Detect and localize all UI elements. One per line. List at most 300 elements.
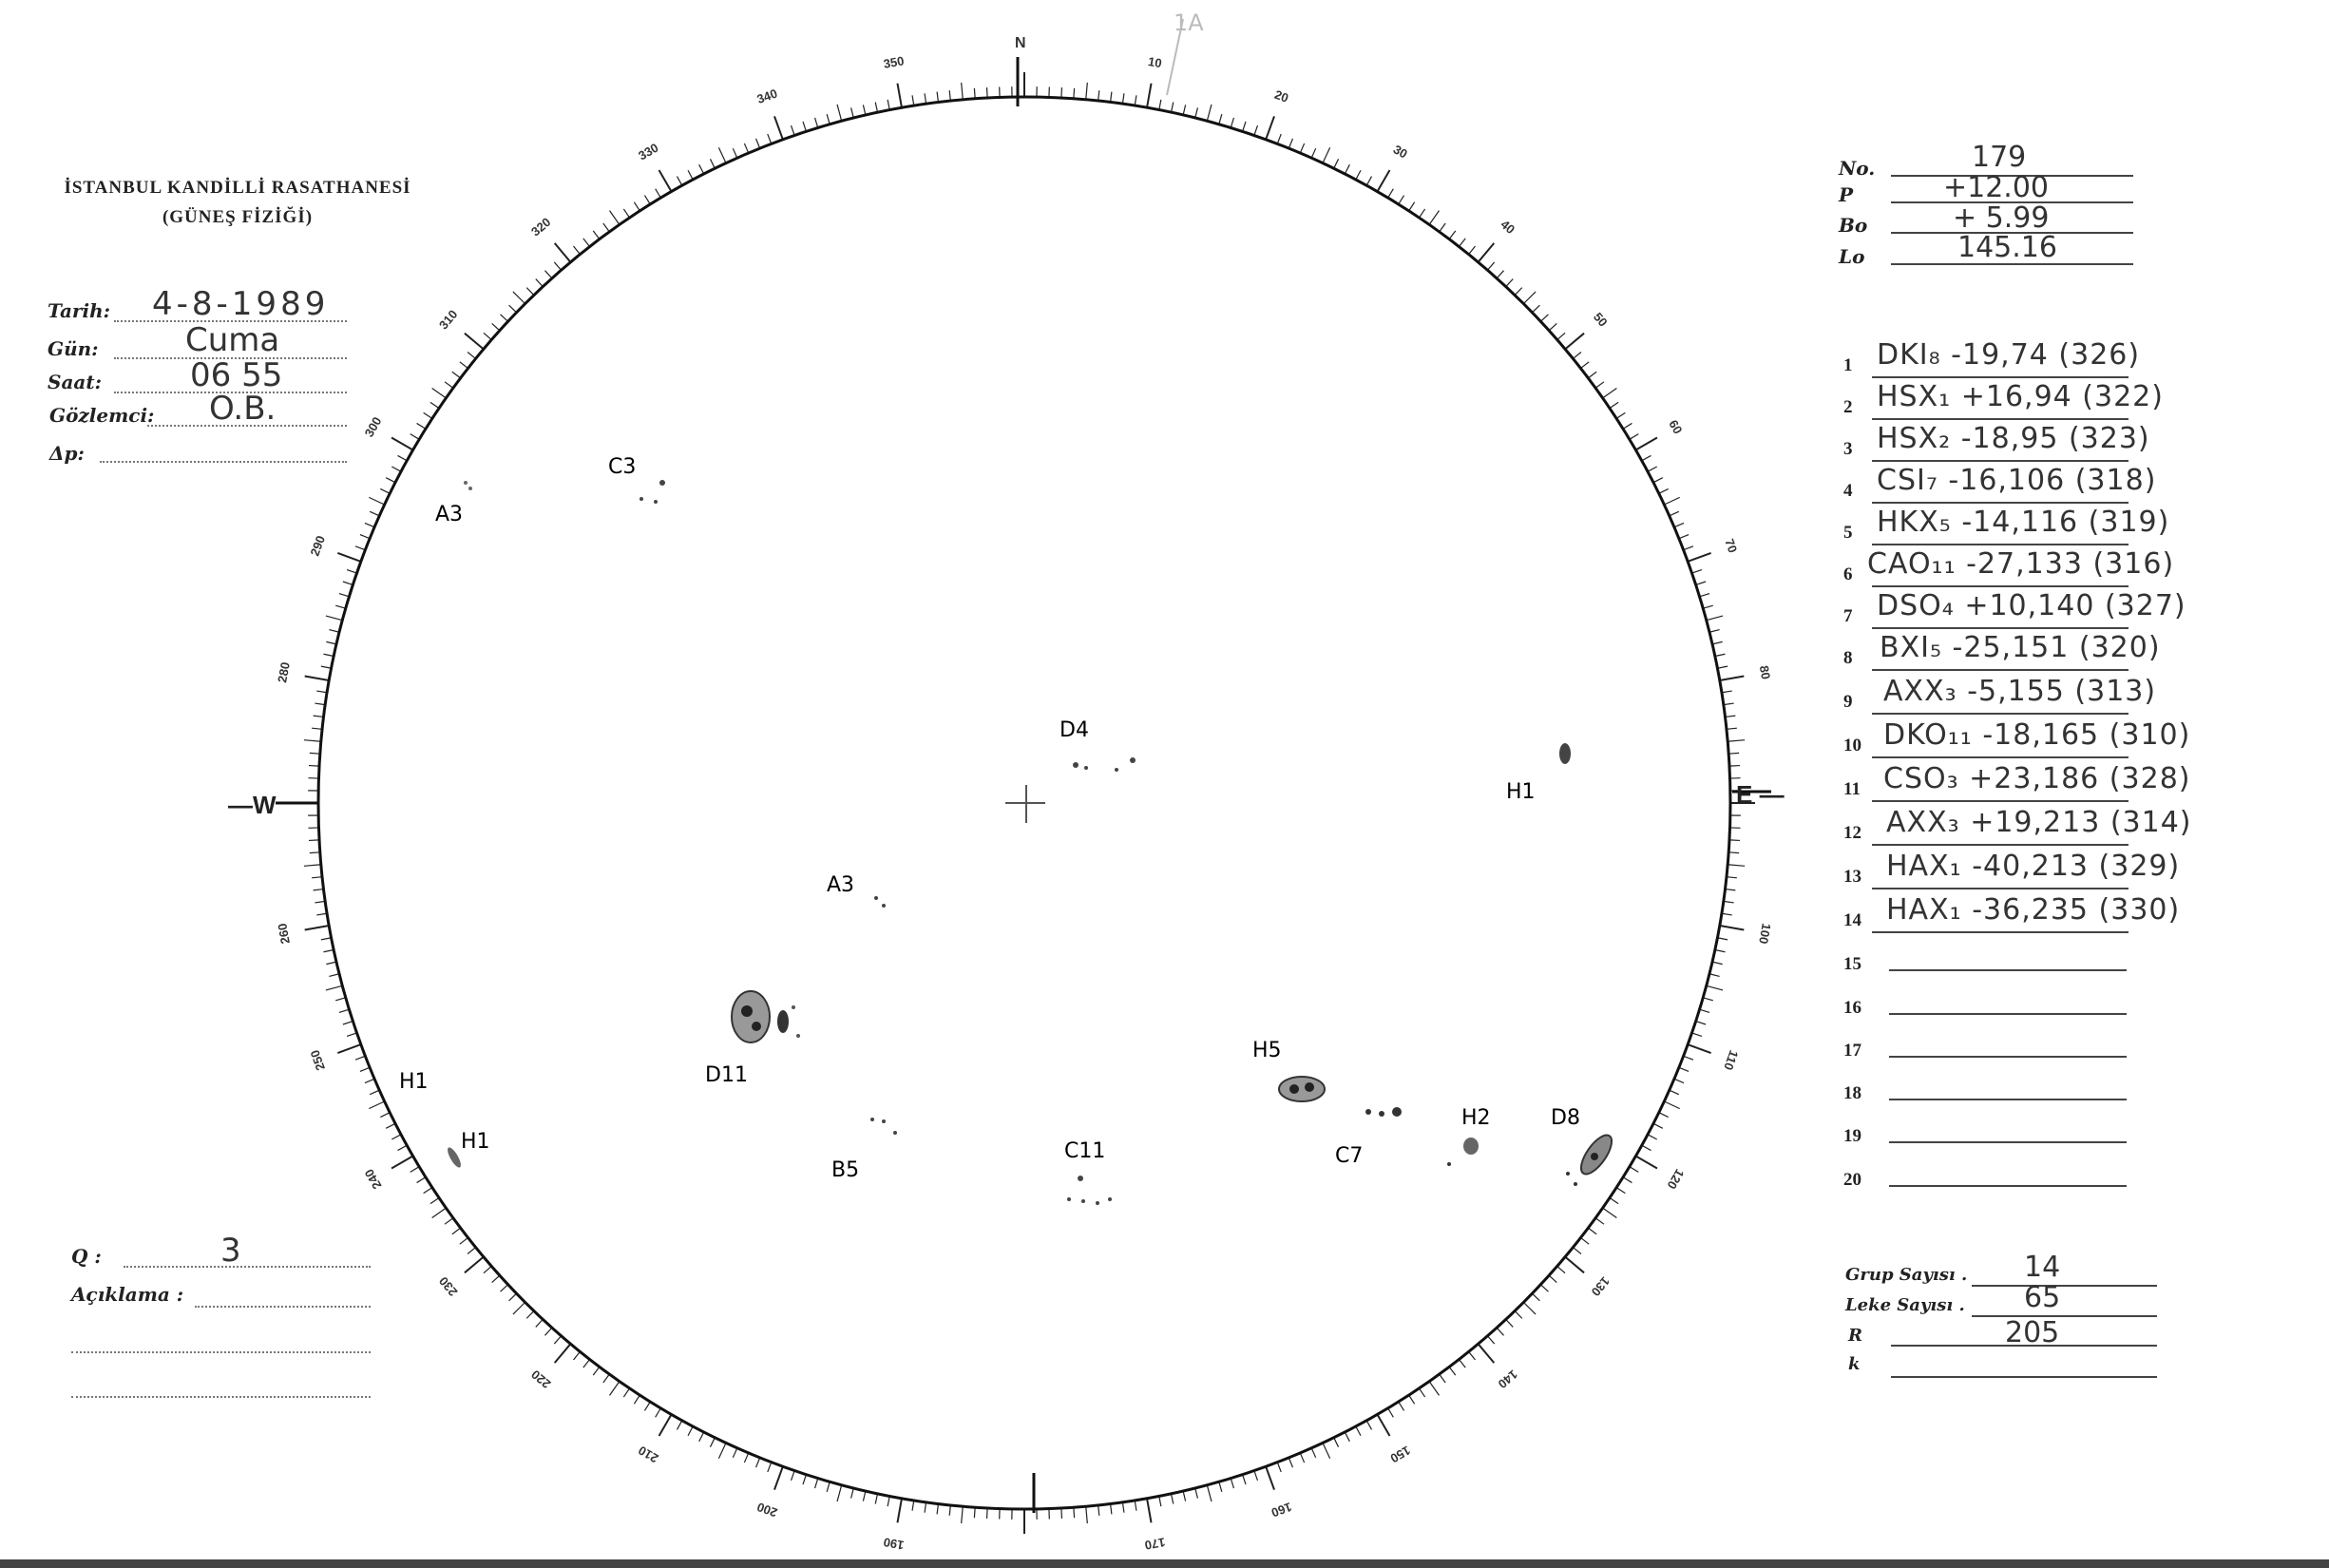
scale-tick: [430, 402, 439, 408]
sunspot-group-b5: [870, 1118, 897, 1135]
group-row-number: 14: [1843, 910, 1861, 930]
scale-tick: [1623, 1177, 1632, 1183]
scale-tick: [1086, 83, 1088, 100]
scale-tick: [756, 1458, 760, 1467]
scale-tick: [468, 352, 476, 358]
scale-degree-label: 150: [1387, 1443, 1413, 1466]
scale-tick: [623, 1388, 629, 1397]
scale-tick: [1684, 1056, 1693, 1060]
scale-degree-label: 170: [1143, 1535, 1167, 1553]
scale-tick: [1727, 877, 1737, 878]
scale-tick: [756, 139, 760, 148]
scale-tick: [501, 315, 508, 322]
scale-tick: [962, 1506, 964, 1523]
scale-tick: [1532, 305, 1539, 313]
scale-tick: [1653, 478, 1663, 483]
scale-tick: [1219, 114, 1222, 124]
scale-tick: [659, 170, 672, 192]
r-value: 205: [2005, 1316, 2060, 1349]
scale-tick: [1207, 1485, 1212, 1501]
scale-tick: [1728, 740, 1745, 742]
scale-tick: [305, 676, 330, 680]
gun-value: Cuma: [185, 321, 280, 359]
scale-tick: [1728, 865, 1745, 867]
scale-tick: [1409, 1395, 1415, 1404]
scale-tick: [1595, 1218, 1604, 1224]
scale-tick: [1334, 159, 1339, 168]
scale-tick: [1277, 134, 1281, 143]
scale-tick: [1610, 1197, 1618, 1203]
scale-tick: [718, 1443, 726, 1458]
scale-tick: [1111, 92, 1112, 103]
scale-tick: [1580, 362, 1589, 369]
group-row-number: 9: [1843, 692, 1853, 712]
scale-tick: [310, 852, 320, 853]
group-row-number: 7: [1843, 606, 1853, 626]
scale-tick: [912, 1501, 914, 1511]
scale-tick: [554, 1336, 561, 1344]
scale-tick: [347, 570, 356, 574]
scale-tick: [1692, 1033, 1702, 1037]
scale-tick: [1707, 616, 1723, 621]
scale-tick: [1469, 1351, 1476, 1360]
scale-tick: [1122, 93, 1124, 104]
grup-sayisi-value: 14: [2024, 1251, 2061, 1284]
scale-tick: [768, 1463, 772, 1472]
scale-tick: [1243, 1475, 1246, 1484]
scale-degree-label: 80: [1756, 664, 1774, 680]
group-row-number: 8: [1843, 648, 1853, 668]
group-row-text: DKI₈ -19,74 (326): [1877, 338, 2141, 372]
scale-tick: [369, 1101, 384, 1109]
scale-tick: [1659, 488, 1669, 493]
scale-tick: [1459, 239, 1465, 247]
scale-tick: [1696, 582, 1706, 584]
scale-tick: [1419, 1388, 1424, 1397]
scale-tick: [1729, 766, 1740, 767]
scale-tick: [370, 1090, 379, 1094]
scale-tick: [1670, 1090, 1679, 1094]
scale-tick: [1573, 1248, 1581, 1254]
scale-degree-label: 320: [528, 214, 554, 239]
scale-tick: [897, 84, 902, 108]
scale-tick: [315, 703, 325, 705]
scale-tick: [603, 1374, 609, 1383]
scale-tick: [492, 323, 500, 330]
scale-tick: [1700, 594, 1710, 597]
scale-tick: [452, 372, 461, 378]
scale-tick: [314, 716, 324, 717]
scale-tick: [634, 1395, 640, 1404]
scale-tick: [1219, 1482, 1222, 1492]
scale-tick: [803, 1475, 806, 1484]
scale-tick: [644, 196, 650, 204]
scale-tick: [501, 1285, 508, 1292]
scale-tick: [974, 1507, 975, 1518]
q-label: Q :: [71, 1245, 102, 1268]
sunspot-group-a3-center: [874, 896, 886, 908]
scale-tick: [974, 88, 975, 99]
scale-tick: [1616, 412, 1625, 418]
scale-tick: [323, 654, 334, 656]
scale-tick: [1135, 1501, 1136, 1511]
scale-tick: [768, 134, 772, 143]
sunspot-group-d4: [1073, 757, 1136, 772]
scale-tick: [1440, 223, 1445, 232]
aciklama-label: Açıklama :: [71, 1283, 184, 1306]
scale-tick: [343, 582, 353, 584]
group-row-text: HSX₁ +16,94 (322): [1877, 380, 2164, 413]
scale-degree-label: 250: [307, 1047, 328, 1073]
scale-tick: [445, 382, 453, 388]
scale-tick: [1409, 202, 1415, 211]
scale-tick: [1679, 535, 1689, 539]
scale-degree-label: 110: [1721, 1048, 1742, 1073]
scale-tick: [803, 122, 806, 131]
scale-tick: [526, 1310, 534, 1318]
scale-tick: [1703, 998, 1713, 1001]
scale-tick: [1506, 279, 1514, 287]
scale-tick: [1709, 630, 1720, 633]
scale-tick: [1429, 211, 1439, 225]
scale-tick: [1725, 889, 1735, 890]
group-row-number: 10: [1843, 736, 1861, 755]
scale-tick: [1515, 288, 1522, 296]
scale-tick: [987, 87, 988, 98]
scale-tick: [445, 1218, 453, 1224]
scale-tick: [1717, 666, 1728, 668]
scale-tick: [1497, 271, 1503, 278]
scale-tick: [1642, 455, 1651, 460]
scale-tick: [386, 1123, 395, 1128]
scale-tick: [1540, 1285, 1548, 1292]
scale-tick: [417, 423, 426, 429]
group-row-text: HKX₅ -14,116 (319): [1877, 506, 2170, 539]
lo-label: Lo: [1839, 245, 1865, 268]
scale-degree-label: 140: [1495, 1367, 1520, 1392]
scale-tick: [1523, 292, 1536, 304]
scale-tick: [610, 1382, 620, 1396]
scale-tick: [323, 949, 334, 951]
group-row-number: 5: [1843, 523, 1853, 543]
scale-tick: [1135, 95, 1136, 105]
scale-tick: [337, 553, 360, 562]
scale-tick: [1399, 1402, 1404, 1410]
sunspot-label: B5: [831, 1158, 860, 1182]
scale-tick: [1684, 546, 1693, 550]
scale-tick: [1674, 1079, 1684, 1082]
scale-tick: [326, 962, 336, 964]
sunspot-label: A3: [827, 873, 855, 897]
scale-tick: [1086, 1506, 1088, 1523]
scale-tick: [380, 1113, 390, 1118]
scale-tick: [1653, 1123, 1663, 1128]
east-label: E —: [1736, 780, 1785, 809]
sunspot-label: D8: [1551, 1106, 1580, 1130]
scale-tick: [430, 1197, 439, 1203]
scale-tick: [398, 455, 408, 460]
group-row-text: AXX₃ -5,155 (313): [1883, 675, 2157, 708]
scale-tick: [1565, 334, 1584, 350]
scale-tick: [677, 1421, 681, 1430]
scale-tick: [321, 938, 332, 940]
scale-tick: [1277, 1463, 1281, 1472]
gun-label: Gün:: [48, 337, 99, 360]
scale-tick: [912, 95, 914, 105]
group-row-text: HSX₂ -18,95 (323): [1877, 422, 2150, 455]
scale-tick: [1630, 434, 1638, 440]
scale-tick: [380, 488, 390, 493]
scale-tick: [1724, 703, 1734, 705]
scale-tick: [1098, 90, 1099, 101]
scale-tick: [659, 1414, 672, 1436]
group-row-number: 2: [1843, 397, 1853, 417]
scale-tick: [603, 223, 609, 232]
scale-tick: [1345, 164, 1349, 174]
scale-tick: [1366, 177, 1371, 186]
scale-tick: [1595, 382, 1604, 388]
scale-tick: [484, 333, 491, 339]
sunspot-group-h2: [1447, 1138, 1479, 1166]
scale-tick: [1419, 209, 1424, 218]
scale-tick: [710, 1438, 715, 1447]
scale-tick: [312, 728, 322, 729]
scale-tick: [1610, 402, 1618, 408]
scale-tick: [1506, 1319, 1514, 1327]
scale-tick: [1696, 1022, 1706, 1024]
group-row-number: 18: [1843, 1083, 1861, 1103]
scale-tick: [1549, 1275, 1556, 1282]
scale-tick: [593, 231, 600, 239]
scale-tick: [744, 143, 748, 153]
scale-tick: [339, 1009, 350, 1012]
scale-tick: [316, 691, 327, 693]
scale-tick: [1388, 189, 1394, 198]
scale-tick: [1728, 852, 1739, 853]
scale-tick: [925, 1502, 926, 1513]
scale-tick: [1630, 1167, 1638, 1173]
scale-tick: [1183, 105, 1185, 115]
scale-tick: [1159, 1496, 1161, 1506]
scale-tick: [321, 666, 332, 668]
scale-tick: [1345, 1432, 1349, 1442]
scale-tick: [1487, 262, 1494, 270]
scale-tick: [1449, 1367, 1456, 1375]
scale-tick: [360, 1067, 370, 1071]
scale-tick: [305, 926, 330, 930]
scale-tick: [593, 1367, 600, 1375]
scale-tick: [355, 1056, 365, 1060]
bo-value: + 5.99: [1953, 201, 2050, 235]
scale-tick: [1388, 1408, 1394, 1417]
north-label: N: [1015, 35, 1026, 51]
scale-tick: [492, 1275, 500, 1282]
scale-degree-label: 20: [1272, 86, 1291, 105]
scale-tick: [710, 159, 715, 168]
scale-tick: [370, 511, 379, 515]
q-value: 3: [220, 1232, 241, 1270]
scale-degree-label: 70: [1722, 536, 1741, 555]
scale-tick: [309, 840, 319, 841]
group-row-text: AXX₃ +19,213 (314): [1886, 806, 2192, 839]
scale-tick: [1722, 913, 1732, 915]
sunspot-label: C3: [608, 455, 637, 479]
group-row-number: 12: [1843, 823, 1861, 843]
scale-tick: [304, 740, 321, 742]
scale-tick: [304, 865, 321, 867]
scale-tick: [1565, 1257, 1584, 1273]
grup-sayisi-label: Grup Sayısı .: [1845, 1265, 1968, 1285]
scale-tick: [1715, 654, 1726, 656]
scale-tick: [623, 209, 629, 218]
scale-tick: [1399, 196, 1404, 204]
scale-tick: [1323, 147, 1330, 163]
scale-tick: [1616, 1188, 1625, 1194]
scale-degree-label: 30: [1390, 142, 1410, 162]
scale-tick: [774, 116, 783, 139]
scale-tick: [465, 334, 484, 350]
scale-tick: [644, 1402, 650, 1410]
scale-degree-label: 10: [1147, 53, 1163, 71]
scale-tick: [329, 974, 339, 977]
scale-degree-label: 60: [1666, 417, 1686, 437]
scale-tick: [326, 985, 342, 990]
sunspot-group-c3: [640, 480, 665, 504]
scale-tick: [1679, 1067, 1689, 1071]
scale-degree-label: 160: [1269, 1500, 1294, 1520]
scale-tick: [326, 616, 342, 621]
scale-degree-label: 280: [275, 660, 293, 684]
scale-tick: [1664, 497, 1679, 505]
scale-tick: [1728, 753, 1739, 754]
scale-tick: [875, 1494, 877, 1504]
scale-tick: [312, 877, 322, 878]
tarih-label: Tarih:: [48, 299, 110, 322]
scale-tick: [347, 1033, 356, 1037]
scale-tick: [460, 1237, 468, 1244]
sunspot-label: C7: [1335, 1144, 1364, 1168]
scale-tick: [391, 1157, 413, 1169]
scale-tick: [1523, 1302, 1536, 1314]
scale-tick: [544, 1328, 551, 1335]
scale-tick: [424, 412, 432, 418]
scale-tick: [1580, 1237, 1589, 1244]
scale-degree-label: 330: [636, 140, 661, 163]
scale-tick: [888, 100, 889, 110]
scale-tick: [1688, 553, 1710, 562]
scale-tick: [1266, 116, 1274, 139]
scale-tick: [310, 753, 320, 754]
scale-tick: [417, 1177, 426, 1183]
center-crosshair: [1005, 785, 1045, 823]
saat-value: 06 55: [190, 356, 283, 394]
group-row-number: 19: [1843, 1126, 1861, 1146]
no-value: 179: [1972, 141, 2027, 174]
sunspot-group-d11: [732, 991, 800, 1042]
scale-tick: [1378, 170, 1390, 192]
scale-tick: [1061, 87, 1062, 98]
leke-sayisi-value: 65: [2024, 1281, 2061, 1314]
scale-tick: [1061, 1508, 1062, 1519]
scale-tick: [656, 189, 661, 198]
scale-tick: [424, 1188, 432, 1194]
scale-tick: [536, 279, 544, 287]
scale-tick: [1266, 1466, 1274, 1489]
scale-tick: [329, 630, 339, 633]
scale-tick: [987, 1508, 988, 1519]
scale-tick: [1459, 1359, 1465, 1367]
scale-tick: [339, 594, 350, 597]
no-label: No.: [1839, 157, 1876, 180]
group-row-number: 4: [1843, 481, 1853, 501]
scale-tick: [315, 901, 325, 903]
scale-tick: [573, 1351, 580, 1360]
scale-tick: [432, 389, 447, 398]
scale-tick: [335, 998, 346, 1001]
lo-value: 145.16: [1957, 231, 2057, 264]
scale-tick: [688, 1426, 693, 1436]
scale-tick: [1074, 88, 1075, 99]
scale-degree-label: 300: [361, 414, 385, 440]
scale-tick: [962, 83, 964, 100]
scale-degree-label: 230: [435, 1273, 461, 1299]
scale-tick: [316, 913, 327, 915]
scale-tick: [1588, 372, 1596, 378]
scale-tick: [1231, 118, 1233, 128]
gozlemci-label: Gözlemci:: [49, 404, 155, 427]
scale-tick: [1300, 1453, 1304, 1463]
scale-tick: [391, 1135, 401, 1139]
group-row-number: 16: [1843, 998, 1861, 1018]
scale-tick: [355, 546, 365, 550]
scale-tick: [1724, 901, 1734, 903]
scale-degree-label: 40: [1498, 217, 1518, 238]
scale-tick: [335, 605, 346, 608]
scale-tick: [410, 1167, 419, 1173]
scale-tick: [851, 1488, 854, 1499]
group-row-text: CAO₁₁ -27,133 (316): [1867, 547, 2175, 581]
scale-tick: [1195, 1488, 1198, 1499]
bo-label: Bo: [1839, 214, 1868, 237]
scale-tick: [1722, 691, 1732, 693]
group-row-number: 11: [1843, 779, 1861, 799]
scale-tick: [1497, 1328, 1503, 1335]
scale-tick: [1715, 949, 1726, 951]
scale-tick: [1642, 1145, 1651, 1150]
scale-tick: [1703, 605, 1713, 608]
scale-tick: [1688, 1044, 1710, 1053]
scale-tick: [432, 1208, 447, 1217]
r-label: R: [1848, 1326, 1862, 1346]
scale-degree-label: 350: [882, 53, 906, 71]
delta-p-label: Δp:: [49, 442, 85, 465]
scale-tick: [468, 1248, 476, 1254]
scale-tick: [1549, 323, 1556, 330]
scale-tick: [460, 362, 468, 369]
scale-tick: [699, 1432, 704, 1442]
scale-degree-label: 50: [1590, 309, 1611, 330]
observatory-title: İSTANBUL KANDİLLİ RASATHANESİ: [64, 178, 411, 198]
sunspot-label: D4: [1060, 718, 1089, 742]
scale-tick: [1366, 1421, 1371, 1430]
scale-degree-label: 120: [1664, 1166, 1688, 1192]
scale-tick: [1300, 143, 1304, 153]
west-label: —W: [228, 791, 277, 819]
scale-degree-label: 100: [1756, 922, 1774, 946]
sunspot-label: D11: [705, 1063, 748, 1087]
sunspot-label: A3: [435, 503, 464, 526]
scale-tick: [1195, 107, 1198, 118]
